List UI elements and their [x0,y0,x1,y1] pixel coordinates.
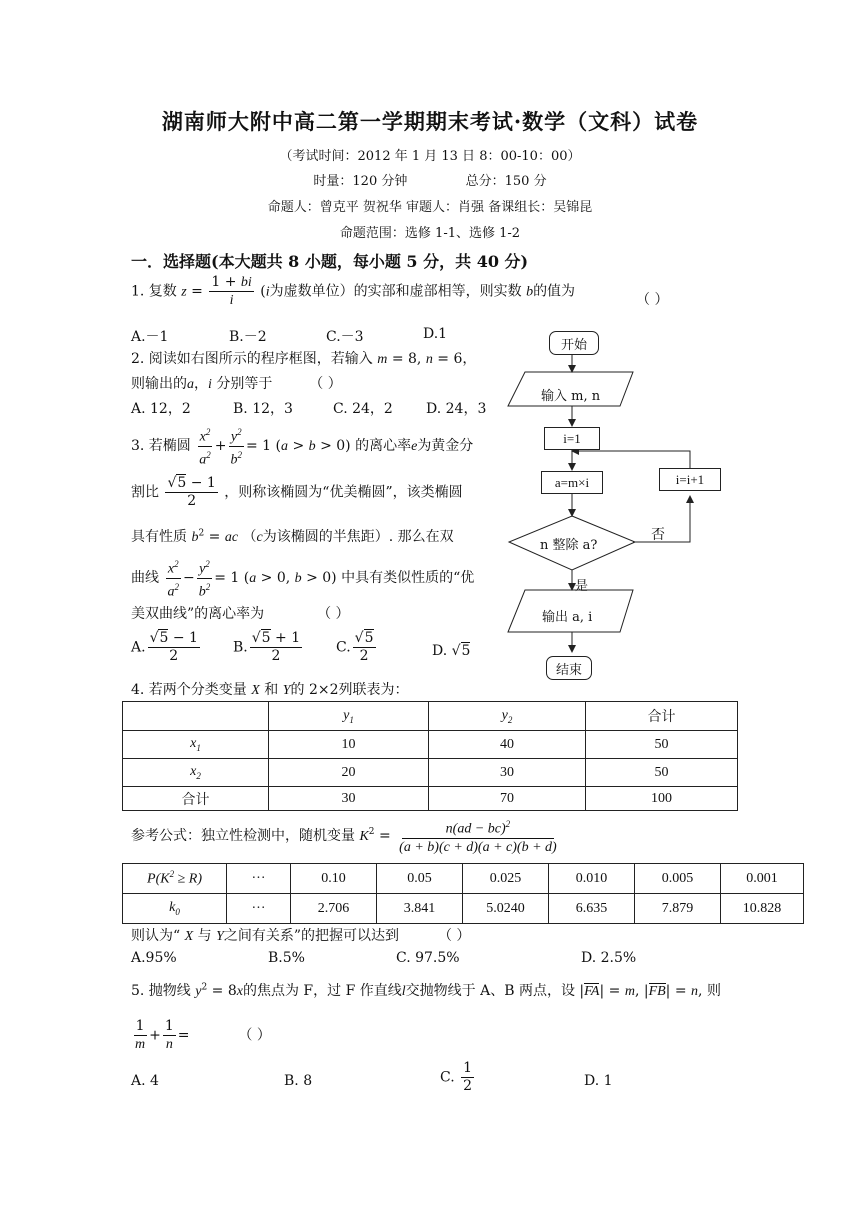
page-title: 湖南师大附中高二第一学期期末考试·数学（文科）试卷 [161,109,699,134]
q5-option-b: B. 8 [284,1073,313,1089]
question-1: 1. 复数 z = $\frac{1 + bi}{i}$ (i为虚数单位）的实部和虚部相等，则实数 b的值为 [131,274,576,308]
q2-option-b: B. 12，3 [233,401,293,417]
table-cell: 合计 [123,787,269,811]
q4-intro-a: 4. 若两个分类变量 [131,682,247,698]
q3-l4a: 曲线 [131,570,159,587]
q5-answer-bracket: （ ） [238,1027,271,1044]
q2-line2b-text: 分别等于 [216,376,273,392]
q4-intro-c: 的 [290,682,305,698]
flowchart-no-label: 否 [651,527,665,543]
question-2-line2: 则输出的a，i 分别等于 （ ） [131,376,342,392]
table-cell: 0.025 [463,864,549,894]
table-cell: ··· [227,864,291,894]
table-cell: 70 [429,787,586,811]
q1-option-d: D.1 [423,326,448,342]
flowchart-input-node: 输入 m, n [541,389,601,404]
q4-option-c: C. 97.5% [396,950,460,966]
q3-l4b: 中具有类似性质的“优 [341,570,475,587]
q3-l3a: 具有性质 [131,529,187,545]
q1-middle: 为虚数单位）的实部和虚部相等，则实数 [269,283,522,300]
q4-option-b: B.5% [268,950,305,966]
q4-conclusion-b: 与 [197,928,212,944]
q3-answer-bracket: （ ） [317,606,350,622]
question-2-line1: 2. 阅读如右图所示的程序框图，若输入 m = 8, n = 6， [131,351,477,367]
q4-answer-bracket: （ ） [437,928,471,944]
q4-option-d: D. 2.5% [581,950,637,966]
q3-l2a: 割比 [131,484,159,501]
table-cell: 3.841 [377,894,463,924]
table-cell: 30 [429,759,586,787]
table-cell: $y_2$ [429,702,586,731]
question-3-line3: 具有性质 $b^2$ = ac （c为该椭圆的半焦距）. 那么在双 [131,528,454,545]
exam-total: 总分：150 分 [465,174,547,189]
q5-l1b: 的焦点为 F，过 F 作直线 [242,983,402,999]
table-cell: 0.001 [721,864,804,894]
q2-line1-text: 2. 阅读如右图所示的程序框图，若输入 [131,351,373,367]
q3-l1c: 为黄金分 [417,438,474,455]
table-cell: 0.005 [635,864,721,894]
question-3-line5 [131,603,350,623]
table-cell: 40 [429,731,586,759]
q4-conclusion-c: 之间有关系”的把握可以达到 [223,928,400,944]
q1-answer-bracket: （ ） [636,292,669,308]
table-cell: 50 [586,759,738,787]
q1-prefix: 1. 复数 [131,283,177,300]
table-row [123,731,738,759]
flowchart-start-node: 开始 [549,331,599,355]
exam-duration-total [0,170,860,189]
q1-option-a: A.－1 [131,329,169,345]
question-3-line1: 3. 若椭圆 $\frac{x^2}{a^2}$ + $\frac{y^2}{b^2}$ = 1 (a > b > 0) 的离心率e为黄金分 [131,424,473,468]
table-cell: 2.706 [291,894,377,924]
table-cell: 50 [586,731,738,759]
table-cell: 0.05 [377,864,463,894]
q2-line2-text: 则输出的 [131,376,187,392]
q5-l1c: 交抛物线于 A、B 两点，设 [405,983,575,999]
q3-l3c: 为该椭圆的半焦距）. 那么在双 [262,529,454,545]
table-cell: $x_1$ [123,731,269,759]
question-3-line4: 曲线 $\frac{x^2}{a^2}$ − $\frac{y^2}{b^2}$ = 1 (a > 0, b > 0) 中具有类似性质的“优 [131,556,474,600]
q5-l1a: 5. 抛物线 [131,983,191,999]
q3-option-a: A. $\frac{√5 - 1}{2}$ [131,630,198,664]
table-cell: 0.010 [549,864,635,894]
q4-formula-label: 参考公式：独立性检测中，随机变量 [131,827,355,844]
question-4-intro: 4. 若两个分类变量 X 和 Y的 2×2列联表为： [131,682,409,698]
q2-option-d: D. 24，3 [426,401,487,417]
question-5-line2: $\frac{1}{m}$ + $\frac{1}{n}$ = （ ） [135,1018,271,1052]
q3-l3b: （ [242,529,257,545]
contingency-table [122,701,738,811]
q3-l1a: 3. 若椭圆 [131,438,191,455]
table-cell: 合计 [586,702,738,731]
table-cell: $y_1$ [269,702,429,731]
table-cell: 6.635 [549,894,635,924]
exam-duration: 时量：120 分钟 [313,174,408,189]
table-row [123,759,738,787]
flowchart-init-node: i=1 [544,427,600,450]
critical-value-table [122,863,804,924]
q1-fraction: $\frac{1 + bi}{i}$ [211,274,252,308]
table-row [123,894,804,924]
table-cell: 0.10 [291,864,377,894]
q1-suffix: 的值为 [533,283,576,300]
table-cell: 7.879 [635,894,721,924]
table-cell [123,702,269,731]
q4-conclusion: 则认为“ X 与 Y之间有关系”的把握可以达到 （ ） [131,928,471,944]
q5-option-c: C. $\frac{1}{2}$ [440,1060,473,1094]
question-3-line2: 割比 $\frac{√5 - 1}{2}$ ，则称该椭圆为“优美椭圆”，该类椭圆 [131,475,463,509]
q2-answer-bracket: （ ） [309,376,342,392]
table-cell: 10 [269,731,429,759]
q2-option-a: A. 12，2 [131,401,191,417]
table-cell: $P(K^2 \ge R)$ [123,864,227,894]
q1-option-c: C.－3 [326,329,364,345]
q3-l2b: ，则称该椭圆为“优美椭圆”，该类椭圆 [224,484,463,501]
q3-option-c: C. $\frac{√5}{2}$ [336,630,374,664]
q3-option-d: D. √5 [432,643,471,659]
q4-conclusion-a: 则认为“ [131,928,181,944]
q4-formula: 参考公式：独立性检测中，随机变量 $K^2$ = $\frac{n(ad - bc)^2}{(a + b)(c + d)(a + c)(b + d)}$ [131,816,561,856]
table-cell: 20 [269,759,429,787]
q2-option-c: C. 24，2 [333,401,393,417]
q5-option-a: A. 4 [131,1073,159,1089]
table-cell: 100 [586,787,738,811]
table-cell: 5.0240 [463,894,549,924]
q4-option-a: A.95% [131,950,177,966]
section-heading: 一．选择题(本大题共 8 小题，每小题 5 分，共 40 分) [131,252,529,271]
flowchart-yes-label: 是 [575,579,589,594]
table-cell: 30 [269,787,429,811]
flowchart-output-node: 输出 a, i [542,610,593,625]
exam-authors: 命题人：曾克平 贺祝华 审题人：肖强 备课组长：吴锦昆 [267,200,593,215]
q4-intro-d: 列联表为： [338,682,409,698]
q5-l1d: 则 [706,983,721,999]
q1-option-b: B.－2 [229,329,267,345]
flowchart [500,320,740,690]
flowchart-increment-node: i=i+1 [659,468,721,491]
flowchart-end-node: 结束 [546,656,592,680]
table-cell: 10.828 [721,894,804,924]
exam-time: （考试时间：2012 年 1 月 13 日 8：00-10：00） [279,149,581,164]
q3-option-b: B. $\frac{√5 + 1}{2}$ [233,630,301,664]
table-row [123,787,738,811]
table-cell: $k_0$ [123,894,227,924]
exam-scope: 命题范围：选修 1-1、选修 1-2 [339,226,521,241]
q3-l1b: 的离心率 [355,438,412,455]
flowchart-condition-node: n 整除 a? [540,538,598,553]
table-cell: $x_2$ [123,759,269,787]
table-cell: ··· [227,894,291,924]
table-row [123,702,738,731]
q4-intro-b: 和 [264,682,279,698]
table-row [123,864,804,894]
flowchart-assign-node: a=m×i [541,471,603,494]
q5-option-c-label: C. [440,1069,455,1086]
q3-l5: 美双曲线”的离心率为 [131,606,265,622]
q5-option-d: D. 1 [584,1073,613,1089]
question-5-line1: 5. 抛物线 $y^2 = 8x$的焦点为 F，过 F 作直线l交抛物线于 A、B 两点，设 |FA| = m, |FB| = n, 则 [131,982,721,999]
